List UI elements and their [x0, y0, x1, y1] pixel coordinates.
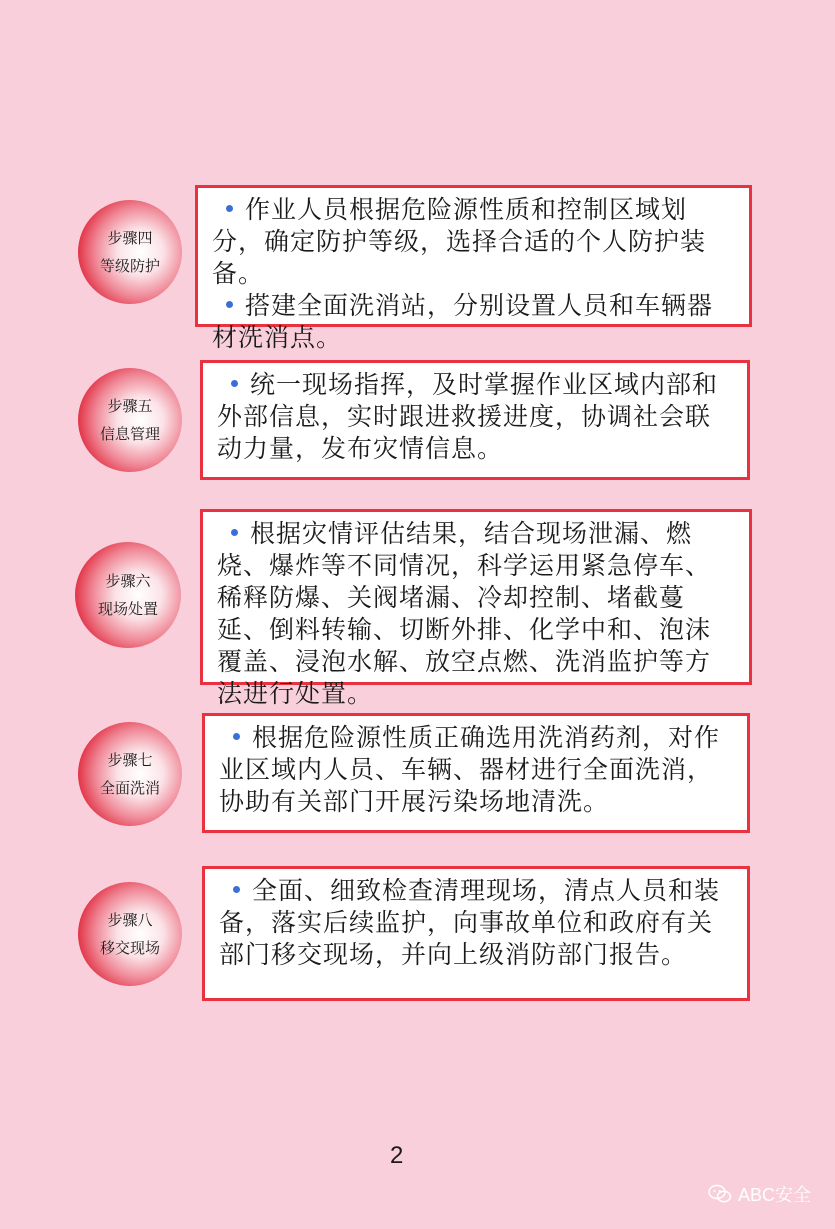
- step-circle: [78, 200, 182, 304]
- step-content-box: [202, 866, 750, 1001]
- step-title: 信息管理: [99, 425, 160, 443]
- step-title: 移交现场: [99, 939, 160, 957]
- bullet-icon: [226, 205, 233, 212]
- step-content-box: [195, 185, 752, 352]
- step-title: 现场处置: [97, 600, 158, 618]
- step-title: 等级防护: [99, 257, 160, 275]
- step-number: 步骤八: [107, 911, 153, 929]
- watermark-text: ABC安全: [737, 1185, 811, 1205]
- step-paragraph: 根据危险源性质正确选用洗消药剂，对作业区域内人员、车辆、器材进行全面洗消，协助有关部门开展污染场地清洗。: [219, 723, 721, 816]
- step-number: 步骤七: [107, 751, 153, 769]
- step-paragraph: 全面、细致检查清理现场，清点人员和装备，落实后续监护，向事故单位和政府有关部门移交现场，并向上级消防部门报告。: [219, 876, 721, 969]
- bullet-icon: [233, 733, 240, 740]
- step-paragraph: 作业人员根据危险源性质和控制区域划分，确定防护等级，选择合适的个人防护装备。: [212, 195, 707, 288]
- step-circle: [75, 542, 181, 648]
- step-paragraph: 统一现场指挥，及时掌握作业区域内部和外部信息，实时跟进救援进度，协调社会联动力量，发布灾情信息。: [217, 370, 719, 463]
- bullet-icon: [231, 380, 238, 387]
- bullet-icon: [233, 886, 240, 893]
- watermark: [708, 1181, 811, 1207]
- step-paragraph: 搭建全面洗消站，分别设置人员和车辆器材洗消点。: [212, 291, 714, 352]
- step-content-box: [202, 713, 750, 833]
- step-title: 全面洗消: [99, 779, 160, 797]
- step-number: 步骤五: [107, 397, 153, 415]
- step-circle: [78, 882, 182, 986]
- bullet-icon: [226, 301, 233, 308]
- step-number: 步骤四: [107, 229, 153, 247]
- bullet-icon: [231, 529, 238, 536]
- step-content-box: [200, 509, 752, 708]
- wechat-icon: [708, 1184, 732, 1204]
- step-circle: [78, 368, 182, 472]
- step-circle: [78, 722, 182, 826]
- step-content-box: [200, 360, 750, 480]
- step-paragraph: 根据灾情评估结果，结合现场泄漏、燃烧、爆炸等不同情况，科学运用紧急停车、稀释防爆、关阀堵漏、冷却控制、堵截蔓延、倒料转输、切断外排、化学中和、泡沫覆盖、浸泡水解、放空点燃、洗消监护等方法进行处置。: [217, 519, 712, 708]
- step-number: 步骤六: [105, 572, 151, 590]
- page-number: 2: [390, 1142, 404, 1169]
